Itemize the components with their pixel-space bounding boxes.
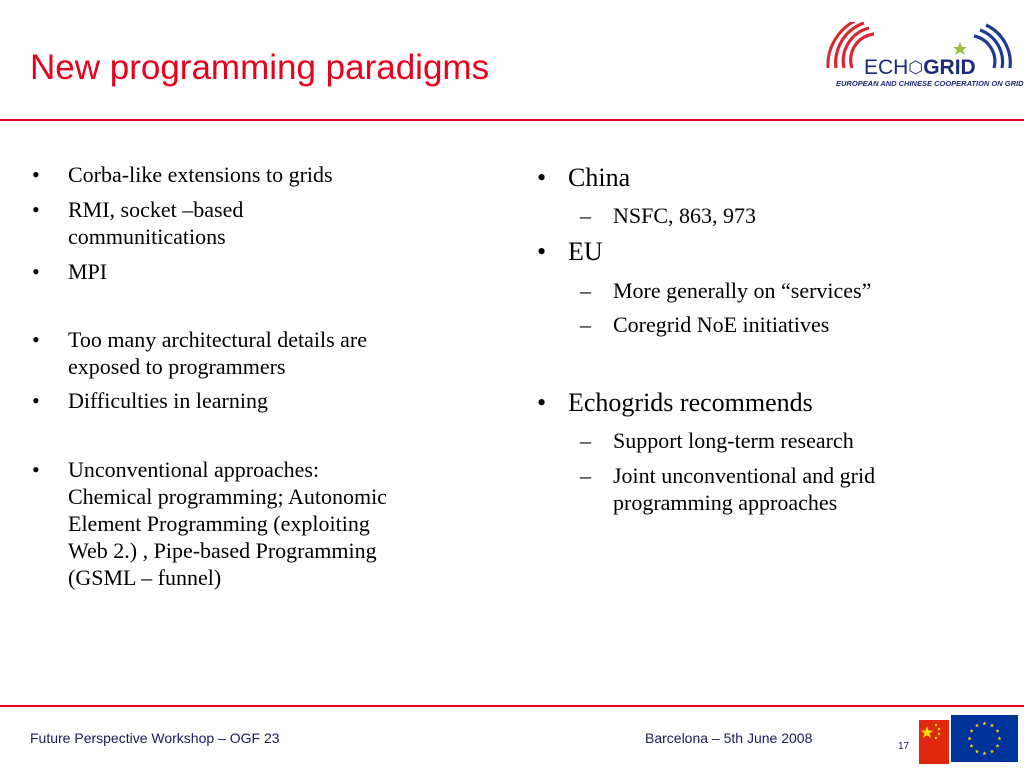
logo-tagline: EUROPEAN AND CHINESE COOPERATION ON GRID [836, 79, 1024, 88]
sub-bullet-marker: – [580, 312, 591, 337]
sub-bullet-text: Support long-term research [613, 428, 854, 453]
logo-wordmark [864, 56, 976, 81]
header-divider [0, 119, 1024, 121]
footer-event-name: Future Perspective Workshop – OGF 23 [30, 730, 280, 746]
bullet-text: EU [568, 237, 603, 266]
bullet-marker: • [32, 197, 40, 222]
bullet-line: Difficulties in learning [68, 388, 268, 413]
logo-wordmark-echo: ECH [864, 56, 909, 79]
bullet-line: (GSML – funnel) [68, 565, 222, 590]
bullet-text [68, 326, 367, 380]
china-flag-icon [919, 720, 949, 764]
bullet-marker: • [32, 327, 40, 352]
bullet-line: Too many architectural details are [68, 327, 367, 352]
bullet-line: programming approaches [613, 490, 838, 515]
bullet-text [68, 258, 107, 285]
hexagon-icon: ⬡ [908, 58, 924, 77]
bullet-line: RMI, socket –based [68, 197, 244, 222]
bullet-line: Unconventional approaches: [68, 457, 320, 482]
bullet-text [68, 387, 268, 414]
bullet-line: communitications [68, 224, 226, 249]
slide-title: New programming paradigms [30, 48, 490, 87]
sub-bullet-marker: – [580, 428, 591, 453]
eu-flag-icon [951, 715, 1018, 762]
sub-bullet-text: NSFC, 863, 973 [613, 203, 757, 228]
bullet-line: Corba-like extensions to grids [68, 162, 333, 187]
bullet-line: Element Programming (exploiting [68, 511, 370, 536]
bullet-marker: • [537, 237, 547, 266]
bullet-text: Echogrids recommends [568, 388, 813, 417]
bullet-line: Chemical programming; Autonomic [68, 484, 387, 509]
bullet-text: China [568, 163, 631, 192]
bullet-marker: • [32, 259, 40, 284]
bullet-marker: • [32, 162, 40, 187]
echogrid-logo [822, 22, 1024, 94]
bullet-text [68, 161, 333, 188]
sub-bullet-marker: – [580, 463, 591, 488]
bullet-text [68, 456, 387, 591]
sub-bullet-text [613, 462, 875, 516]
sub-bullet-marker: – [580, 203, 591, 228]
sub-bullet-text: Coregrid NoE initiatives [613, 312, 830, 337]
bullet-text [68, 196, 243, 250]
sub-bullet-marker: – [580, 278, 591, 303]
sub-bullet-text: More generally on “services” [613, 278, 872, 303]
bullet-line: Joint unconventional and grid [613, 463, 876, 488]
bullet-line: exposed to programmers [68, 354, 286, 379]
page-number: 17 [898, 741, 910, 752]
bullet-line: Web 2.) , Pipe-based Programming [68, 538, 377, 563]
footer-location-date: Barcelona – 5th June 2008 [645, 730, 813, 746]
bullet-marker: • [537, 388, 547, 417]
bullet-marker: • [32, 457, 40, 482]
bullet-line: MPI [68, 259, 108, 284]
bullet-marker: • [32, 388, 40, 413]
footer-divider [0, 705, 1024, 707]
logo-wordmark-grid: GRID [923, 56, 976, 79]
bullet-marker: • [537, 163, 547, 192]
